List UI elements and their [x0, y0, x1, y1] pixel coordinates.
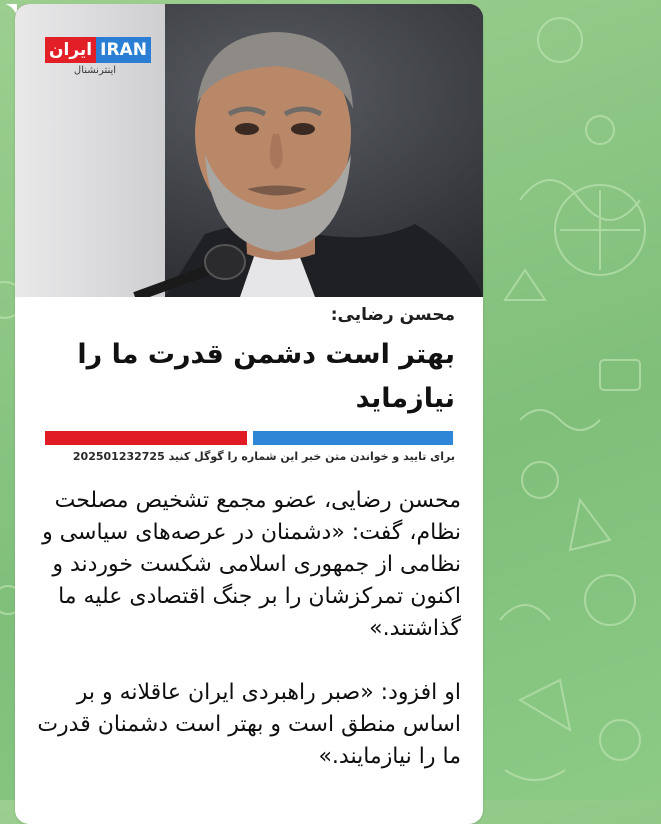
paragraph-1: محسن رضایی، عضو مجمع تشخیص مصلحت نظام، گفت: «دشمنان در عرصه‌های سیاسی و نظامی از جمهوری اسلامی شکست خوردند و اکنون تمرکزشان را بر جنگ اقتصادی علیه ما گذاشتند.»	[42, 488, 461, 641]
blue-bar	[253, 431, 453, 445]
brand-bars	[45, 431, 453, 445]
logo-blue-text: IRAN	[96, 37, 151, 63]
speaker-name: محسن رضایی:	[330, 305, 455, 325]
headline-card	[15, 297, 483, 473]
news-photo[interactable]	[15, 4, 483, 297]
headline: بهتر است دشمن قدرت ما را نیازماید	[77, 339, 455, 414]
iran-international-logo	[45, 37, 153, 83]
logo-subtitle: اینترنشنال	[73, 65, 117, 76]
message-text	[31, 485, 461, 805]
paragraph-2: او افزود: «صبر راهبردی ایران عاقلانه و بر اساس منطق است و بهتر است دشمنان قدرت ما را نیازمایند.»	[37, 680, 461, 769]
verification-note: برای تایید و خواندن متن خبر این شماره را گوگل کنید 202501232725	[72, 450, 455, 463]
logo-red-text: ایران	[45, 37, 96, 63]
message-bubble[interactable]	[15, 4, 483, 824]
red-bar	[45, 431, 247, 445]
